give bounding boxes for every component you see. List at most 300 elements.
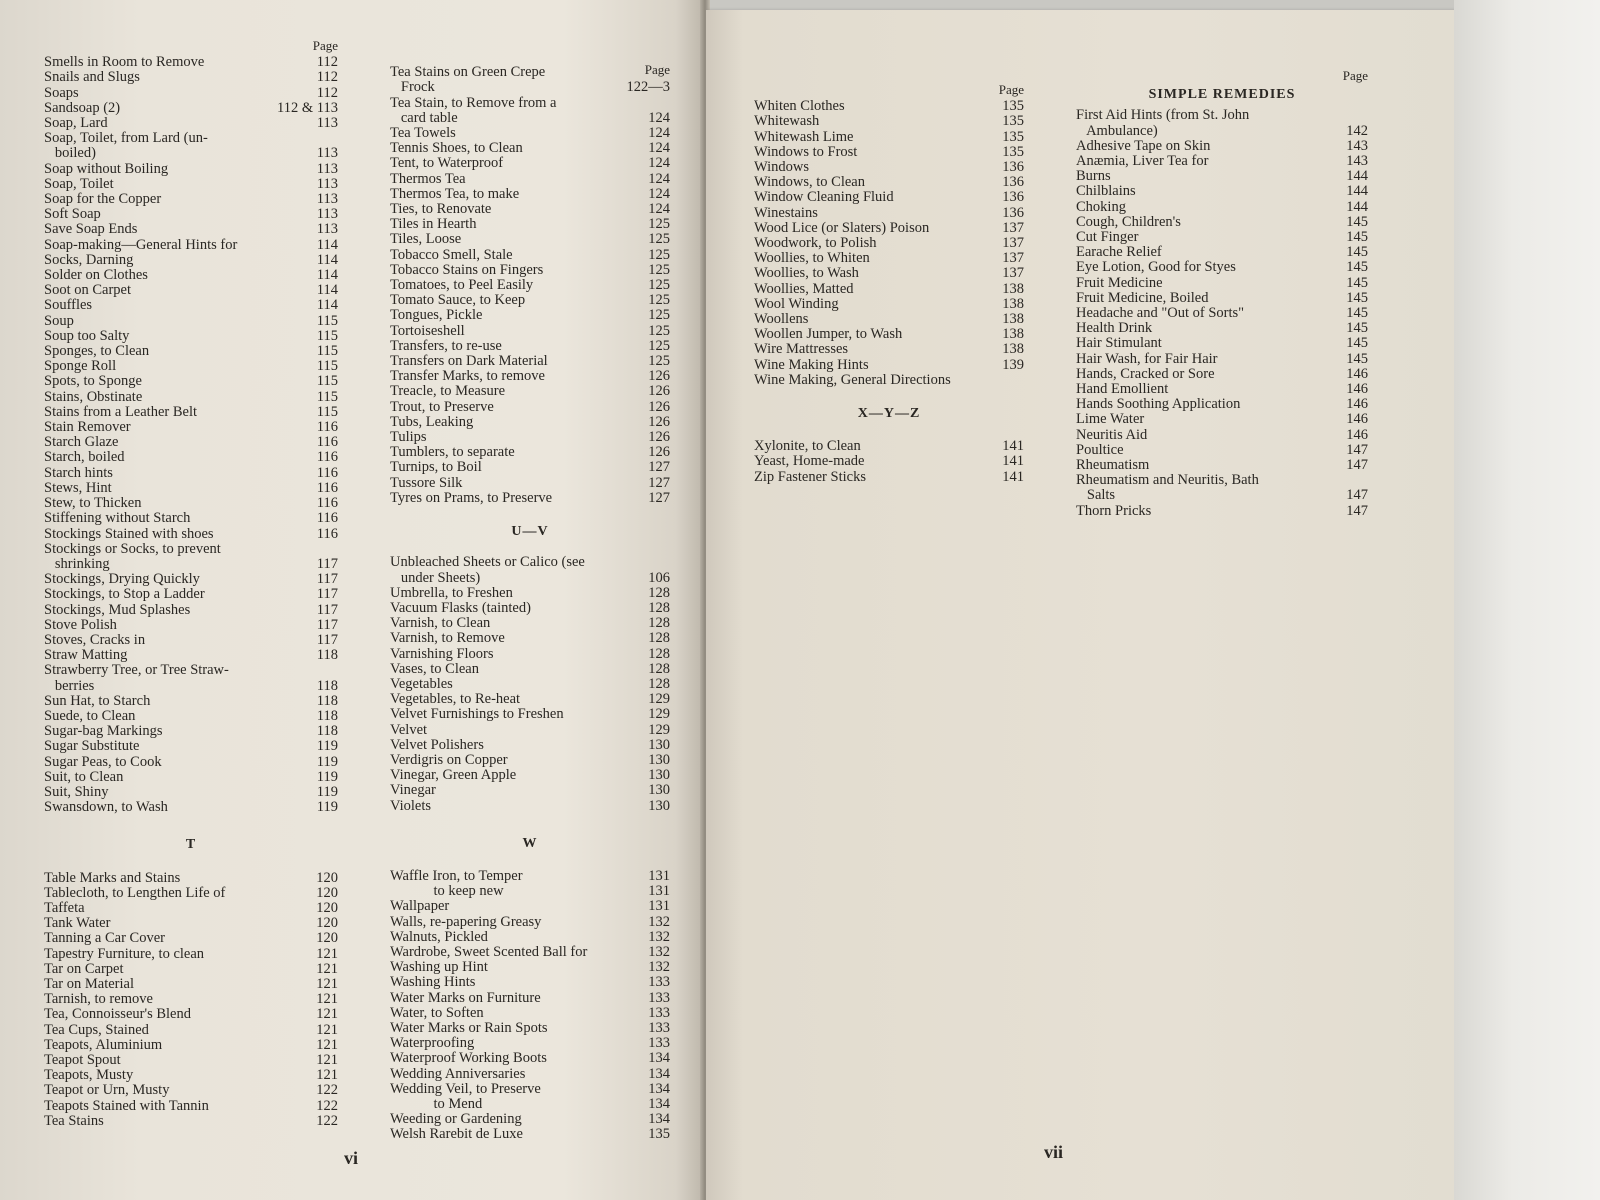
index-entry-title: Suit, Shiny bbox=[44, 784, 109, 800]
index-entry-title: Waterproofing bbox=[390, 1036, 475, 1052]
index-column-1 bbox=[44, 38, 338, 1129]
index-entry bbox=[1076, 336, 1368, 351]
index-entry-title: Tank Water bbox=[44, 916, 111, 932]
index-entry-page: 131 bbox=[648, 884, 670, 900]
index-entry-title: Ambulance) bbox=[1076, 123, 1158, 139]
index-entry-title: Varnish, to Remove bbox=[390, 631, 505, 647]
index-entry-title: Stockings, Mud Splashes bbox=[44, 602, 191, 618]
index-entry bbox=[44, 116, 338, 131]
index-entry-page: 124 bbox=[648, 110, 670, 126]
index-entry-page: 137 bbox=[1002, 220, 1024, 236]
index-entry-page: 128 bbox=[648, 585, 670, 601]
index-entry-title: Umbrella, to Freshen bbox=[390, 585, 513, 601]
index-entry-page: 132 bbox=[648, 960, 670, 976]
index-entry-page: 116 bbox=[316, 450, 338, 466]
index-entry-title: Smells in Room to Remove bbox=[44, 55, 205, 71]
index-entry-title: Weeding or Gardening bbox=[390, 1112, 522, 1128]
index-entry-page: 113 bbox=[316, 207, 338, 223]
index-entry bbox=[44, 977, 338, 992]
index-entry-title: Swansdown, to Wash bbox=[44, 800, 168, 816]
index-entry-title: Thermos Tea bbox=[390, 171, 466, 187]
index-entry-page: 126 bbox=[648, 384, 670, 400]
index-entry-title: Velvet Furnishings to Freshen bbox=[390, 707, 564, 723]
index-entry-page: 130 bbox=[648, 768, 670, 784]
index-entry-page: 115 bbox=[316, 313, 338, 329]
index-entry bbox=[44, 962, 338, 977]
index-entry bbox=[390, 783, 670, 798]
index-entry-page: 113 bbox=[316, 222, 338, 238]
index-entry bbox=[390, 738, 670, 753]
index-entry-page: 132 bbox=[648, 929, 670, 945]
index-entry-page: 145 bbox=[1346, 321, 1368, 337]
index-entry bbox=[44, 931, 338, 946]
index-entry-page: 136 bbox=[1002, 175, 1024, 191]
index-entry-page: 112 bbox=[316, 55, 338, 71]
index-entry bbox=[390, 1067, 670, 1082]
index-entry-title: Tent, to Waterproof bbox=[390, 156, 504, 172]
index-entry-page: 113 bbox=[316, 146, 338, 162]
index-entry-page: 136 bbox=[1002, 205, 1024, 221]
index-entry-page: 106 bbox=[648, 570, 670, 586]
index-entry bbox=[390, 172, 670, 187]
index-entry-page: 121 bbox=[316, 1022, 338, 1038]
index-entry-page: 121 bbox=[316, 946, 338, 962]
index-entry-title: Walnuts, Pickled bbox=[390, 929, 488, 945]
index-entry-page: 122 bbox=[316, 1113, 338, 1129]
index-entry-title: Stews, Hint bbox=[44, 480, 112, 496]
index-entry-page: 144 bbox=[1346, 169, 1368, 185]
index-entry bbox=[390, 339, 670, 354]
index-entry bbox=[1076, 291, 1368, 306]
index-entry-title: Wine Making, General Directions bbox=[754, 372, 951, 388]
index-entry bbox=[1076, 473, 1368, 488]
index-entry-title: Zip Fastener Sticks bbox=[754, 469, 866, 485]
index-entry-page: 128 bbox=[648, 600, 670, 616]
index-entry-page: 113 bbox=[316, 161, 338, 177]
index-entry-page: 118 bbox=[316, 724, 338, 740]
index-entry-page: 124 bbox=[648, 202, 670, 218]
index-entry-page: 136 bbox=[1002, 160, 1024, 176]
index-entry-title: Violets bbox=[390, 798, 432, 814]
index-entry-page: 125 bbox=[648, 262, 670, 278]
index-entry bbox=[754, 236, 1024, 251]
index-entry bbox=[390, 586, 670, 601]
index-entry-title: Tiles, Loose bbox=[390, 232, 462, 248]
index-entry-title: Starch hints bbox=[44, 465, 113, 481]
index-entry-page: 121 bbox=[316, 992, 338, 1008]
index-entry bbox=[44, 511, 338, 526]
index-entry bbox=[44, 527, 338, 542]
index-entry-page: 132 bbox=[648, 914, 670, 930]
index-entry-title: Sandsoap (2) bbox=[44, 100, 121, 116]
index-entry bbox=[754, 221, 1024, 236]
index-entry bbox=[44, 131, 338, 146]
index-entry-title: Suit, to Clean bbox=[44, 769, 124, 785]
index-entry-title: Windows, to Clean bbox=[754, 175, 865, 191]
index-entry bbox=[44, 1068, 338, 1083]
index-entry-page: 119 bbox=[316, 754, 338, 770]
index-entry bbox=[44, 724, 338, 739]
index-entry-title: Soup bbox=[44, 313, 74, 329]
index-entry-page: 130 bbox=[648, 752, 670, 768]
index-entry-page: 129 bbox=[648, 707, 670, 723]
index-entry bbox=[44, 785, 338, 800]
index-entry-title: Transfers, to re-use bbox=[390, 338, 502, 354]
index-entry bbox=[390, 601, 670, 616]
index-entry-title: Fruit Medicine bbox=[1076, 275, 1163, 291]
index-entry-title: Stockings or Socks, to prevent bbox=[44, 541, 221, 557]
index-entry-page: 138 bbox=[1002, 312, 1024, 328]
index-entry-title: Tanning a Car Cover bbox=[44, 931, 165, 947]
index-entry-title: Woollen Jumper, to Wash bbox=[754, 327, 903, 343]
index-entry-title: Velvet Polishers bbox=[390, 737, 484, 753]
index-entry-page: 134 bbox=[648, 1097, 670, 1112]
index-entry-title: Wardrobe, Sweet Scented Ball for bbox=[390, 944, 588, 960]
index-entry-page: 145 bbox=[1346, 290, 1368, 306]
index-entry-page: 125 bbox=[648, 323, 670, 339]
index-entry-page: 125 bbox=[648, 278, 670, 294]
index-entry-title: Wood Lice (or Slaters) Poison bbox=[754, 220, 930, 236]
index-entry bbox=[390, 369, 670, 384]
index-entry-title: Vinegar bbox=[390, 783, 436, 799]
index-entry-page: 117 bbox=[316, 556, 338, 572]
page-number-left: vi bbox=[344, 1148, 359, 1168]
index-entry-page: 120 bbox=[316, 870, 338, 886]
index-entry-page: 134 bbox=[648, 1112, 670, 1128]
index-entry-title: Wedding Anniversaries bbox=[390, 1066, 526, 1082]
index-entry-title: Vacuum Flasks (tainted) bbox=[390, 600, 531, 616]
index-entry-page: 128 bbox=[648, 616, 670, 632]
index-entry bbox=[390, 991, 670, 1006]
index-entry-title: Hair Wash, for Fair Hair bbox=[1076, 351, 1218, 367]
index-entry bbox=[390, 217, 670, 232]
index-entry bbox=[390, 96, 670, 111]
index-entry-page: 120 bbox=[316, 900, 338, 916]
index-entry bbox=[390, 677, 670, 692]
index-entry-page: 121 bbox=[316, 1068, 338, 1084]
section-heading-t: T bbox=[185, 837, 197, 853]
index-entry-title: Woollies, to Whiten bbox=[754, 251, 870, 267]
index-entry bbox=[44, 298, 338, 313]
index-entry bbox=[390, 884, 670, 899]
index-entry bbox=[44, 435, 338, 450]
index-entry bbox=[44, 572, 338, 587]
index-entry-title: Teapots, Musty bbox=[44, 1068, 134, 1084]
index-entry-title: Tortoiseshell bbox=[390, 323, 465, 339]
index-entry bbox=[754, 454, 1024, 469]
index-entry-page: 138 bbox=[1002, 342, 1024, 358]
index-entry-title: Stockings, to Stop a Ladder bbox=[44, 587, 205, 603]
index-entry-page: 115 bbox=[316, 374, 338, 390]
index-entry-page: 141 bbox=[1002, 439, 1024, 455]
index-entry bbox=[754, 470, 1024, 485]
section-heading-simple-remedies: SIMPLE REMEDIES bbox=[1148, 87, 1296, 103]
index-entry-title: Poultice bbox=[1076, 442, 1124, 458]
index-entry-page: 124 bbox=[648, 171, 670, 187]
index-entry-page: 146 bbox=[1346, 366, 1368, 382]
index-entry bbox=[390, 799, 670, 814]
index-entry bbox=[1076, 200, 1368, 215]
page-column-header: Page bbox=[998, 82, 1024, 97]
index-entry-title: Window Cleaning Fluid bbox=[754, 190, 894, 206]
index-entry bbox=[44, 192, 338, 207]
index-entry-title: Soap, Lard bbox=[44, 116, 108, 132]
index-entry-page: 124 bbox=[648, 186, 670, 202]
index-entry bbox=[44, 420, 338, 435]
index-entry bbox=[390, 631, 670, 646]
index-entry bbox=[390, 930, 670, 945]
index-entry-title: Washing Hints bbox=[390, 975, 476, 991]
index-entry-page: 119 bbox=[316, 769, 338, 785]
index-entry bbox=[1076, 488, 1368, 503]
index-entry bbox=[1076, 230, 1368, 245]
index-entry bbox=[390, 80, 670, 95]
index-entry-page: 130 bbox=[648, 783, 670, 799]
index-entry bbox=[390, 202, 670, 217]
index-entry bbox=[1076, 458, 1368, 473]
index-entry bbox=[390, 491, 670, 506]
index-entry-title: to keep new bbox=[390, 884, 504, 900]
index-entry-title: Tomato Sauce, to Keep bbox=[390, 293, 526, 309]
index-entry bbox=[44, 679, 338, 694]
index-entry-title: Cut Finger bbox=[1076, 230, 1139, 246]
index-entry-title: Stains from a Leather Belt bbox=[44, 404, 198, 420]
index-entry bbox=[44, 871, 338, 886]
index-entry-title: Stove Polish bbox=[44, 617, 117, 633]
index-entry-title: Tobacco Stains on Fingers bbox=[390, 262, 544, 278]
index-entry bbox=[390, 662, 670, 677]
index-entry bbox=[390, 899, 670, 914]
index-entry bbox=[1076, 124, 1368, 139]
index-entry bbox=[390, 1051, 670, 1066]
index-entry-page: 116 bbox=[316, 435, 338, 451]
index-entry-page: 115 bbox=[316, 344, 338, 360]
index-entry bbox=[390, 141, 670, 156]
index-entry-page: 126 bbox=[648, 445, 670, 461]
index-entry-page: 146 bbox=[1346, 397, 1368, 413]
index-entry-page: 116 bbox=[316, 420, 338, 436]
index-entry-title: Tennis Shoes, to Clean bbox=[390, 141, 523, 157]
index-entry-page: 147 bbox=[1346, 503, 1368, 519]
index-entry-page: 117 bbox=[316, 617, 338, 633]
index-entry-title: Stoves, Cracks in bbox=[44, 632, 146, 648]
index-entry-title: Straw Matting bbox=[44, 648, 128, 664]
index-entry-page: 133 bbox=[648, 1036, 670, 1052]
index-entry-page: 121 bbox=[316, 1007, 338, 1023]
index-entry-title: Yeast, Home-made bbox=[754, 454, 865, 470]
index-entry-page: 128 bbox=[648, 631, 670, 647]
index-entry-title: Woollies, Matted bbox=[754, 281, 854, 297]
index-entry-title: Transfers on Dark Material bbox=[390, 354, 548, 370]
index-entry bbox=[390, 707, 670, 722]
index-entry-page: 130 bbox=[648, 798, 670, 814]
index-entry-title: berries bbox=[44, 678, 95, 694]
index-entry-page: 145 bbox=[1346, 336, 1368, 352]
index-entry bbox=[390, 571, 670, 586]
index-entry-page: 135 bbox=[1002, 99, 1024, 115]
index-entry bbox=[44, 542, 338, 557]
index-entry-title: Welsh Rarebit de Luxe bbox=[390, 1127, 523, 1143]
index-entry bbox=[390, 248, 670, 263]
index-entry-title: Thermos Tea, to make bbox=[390, 186, 520, 202]
index-entry-page: 139 bbox=[1002, 357, 1024, 373]
index-entry-title: Anæmia, Liver Tea for bbox=[1076, 154, 1209, 170]
index-entry-page: 145 bbox=[1346, 306, 1368, 322]
index-entry bbox=[754, 297, 1024, 312]
index-entry bbox=[390, 430, 670, 445]
index-entry bbox=[44, 663, 338, 678]
index-entry-page: 129 bbox=[648, 722, 670, 738]
index-entry bbox=[44, 86, 338, 101]
index-entry bbox=[44, 481, 338, 496]
index-entry-page: 118 bbox=[316, 648, 338, 664]
index-entry bbox=[754, 206, 1024, 221]
left-page bbox=[0, 0, 704, 1200]
index-entry bbox=[1076, 245, 1368, 260]
index-entry-title: Tussore Silk bbox=[390, 475, 463, 491]
index-entry-page: 145 bbox=[1346, 230, 1368, 246]
index-entry-title: Tea Towels bbox=[390, 126, 456, 142]
index-entry-page: 134 bbox=[648, 1066, 670, 1082]
index-entry bbox=[44, 283, 338, 298]
index-entry-title: Table Marks and Stains bbox=[44, 870, 181, 886]
index-entry-title: Vegetables bbox=[390, 676, 453, 692]
index-entry-title: Varnish, to Clean bbox=[390, 616, 491, 632]
index-entry-page: 114 bbox=[316, 283, 338, 299]
index-entry bbox=[390, 1021, 670, 1036]
index-entry-title: under Sheets) bbox=[390, 570, 481, 586]
index-entry bbox=[44, 618, 338, 633]
index-entry-page: 126 bbox=[648, 414, 670, 430]
index-entry-page: 122—3 bbox=[626, 80, 670, 96]
index-entry-title: Stains, Obstinate bbox=[44, 389, 143, 405]
index-entry-title: Teapot Spout bbox=[44, 1053, 121, 1068]
index-entry bbox=[44, 587, 338, 602]
index-entry bbox=[390, 768, 670, 783]
index-entry-page: 143 bbox=[1346, 138, 1368, 154]
index-entry-title: Soap-making—General Hints for bbox=[44, 237, 238, 253]
index-entry bbox=[754, 312, 1024, 327]
index-entry-title: Tablecloth, to Lengthen Life of bbox=[44, 885, 226, 901]
index-entry-title: First Aid Hints (from St. John bbox=[1076, 108, 1250, 124]
index-entry bbox=[754, 175, 1024, 190]
index-entry-title: Water, to Soften bbox=[390, 1005, 484, 1021]
index-entry-title: Chilblains bbox=[1076, 184, 1136, 200]
index-entry-page: 116 bbox=[316, 526, 338, 542]
index-entry bbox=[1076, 306, 1368, 321]
index-entry-page: 146 bbox=[1346, 382, 1368, 398]
index-entry bbox=[1076, 412, 1368, 427]
index-entry bbox=[754, 439, 1024, 454]
index-entry bbox=[390, 126, 670, 141]
index-entry-title: Choking bbox=[1076, 199, 1126, 215]
index-entry bbox=[44, 162, 338, 177]
index-entry-title: Suede, to Clean bbox=[44, 708, 136, 724]
index-entry-page: 113 bbox=[316, 192, 338, 208]
index-entry bbox=[44, 1053, 338, 1068]
page-column-header: Page bbox=[1342, 68, 1368, 83]
index-entry-title: Earache Relief bbox=[1076, 245, 1162, 261]
index-entry-title: Rheumatism and Neuritis, Bath bbox=[1076, 473, 1259, 489]
index-entry-title: Velvet bbox=[390, 722, 428, 738]
index-entry bbox=[44, 238, 338, 253]
index-entry-title: Tea Stain, to Remove from a bbox=[390, 95, 557, 111]
index-entry-title: Wine Making Hints bbox=[754, 357, 869, 373]
index-entry bbox=[1076, 184, 1368, 199]
index-entry-title: Hair Stimulant bbox=[1076, 336, 1162, 352]
index-entry bbox=[44, 359, 338, 374]
index-entry-title: Spots, to Sponge bbox=[44, 374, 142, 390]
index-entry-page: 147 bbox=[1346, 488, 1368, 504]
index-entry bbox=[754, 282, 1024, 297]
index-entry-title: Stockings, Drying Quickly bbox=[44, 572, 200, 588]
index-entry bbox=[44, 709, 338, 724]
index-entry-title: Water Marks on Furniture bbox=[390, 990, 541, 1006]
index-entry-title: Walls, re-papering Greasy bbox=[390, 914, 542, 930]
index-entry-page: 137 bbox=[1002, 236, 1024, 252]
index-entry-title: Salts bbox=[1076, 488, 1116, 504]
section-heading-uv: U—V bbox=[511, 524, 549, 540]
index-entry-page: 144 bbox=[1346, 184, 1368, 200]
index-entry-title: Adhesive Tape on Skin bbox=[1076, 138, 1211, 154]
index-entry bbox=[754, 114, 1024, 129]
index-entry bbox=[44, 557, 338, 572]
index-entry-title: Sugar Substitute bbox=[44, 739, 140, 755]
index-entry bbox=[754, 145, 1024, 160]
index-entry-page: 114 bbox=[316, 237, 338, 253]
index-entry-page: 121 bbox=[316, 1053, 338, 1068]
index-entry bbox=[44, 755, 338, 770]
index-column-4 bbox=[1076, 68, 1368, 519]
section-heading-xyz: X—Y—Z bbox=[857, 406, 921, 422]
index-entry bbox=[390, 692, 670, 707]
index-entry-page: 112 bbox=[316, 85, 338, 101]
index-entry-page: 137 bbox=[1002, 266, 1024, 282]
index-entry-page: 125 bbox=[648, 247, 670, 263]
index-entry bbox=[390, 324, 670, 339]
index-entry-title: Verdigris on Copper bbox=[390, 752, 508, 768]
index-entry bbox=[754, 342, 1024, 357]
index-entry bbox=[754, 130, 1024, 145]
index-entry-title: Wallpaper bbox=[390, 899, 450, 915]
index-entry-page: 121 bbox=[316, 1037, 338, 1053]
index-entry-title: Fruit Medicine, Boiled bbox=[1076, 290, 1209, 306]
index-entry-page: 145 bbox=[1346, 214, 1368, 230]
index-entry-title: Trout, to Preserve bbox=[390, 399, 494, 415]
index-entry-page: 116 bbox=[316, 496, 338, 512]
index-entry-page: 133 bbox=[648, 1020, 670, 1036]
index-entry-title: Tiles in Hearth bbox=[390, 217, 477, 233]
index-entry bbox=[390, 232, 670, 247]
index-entry bbox=[44, 886, 338, 901]
index-entry bbox=[44, 146, 338, 161]
index-entry bbox=[390, 460, 670, 475]
index-entry-page: 121 bbox=[316, 961, 338, 977]
index-entry bbox=[44, 947, 338, 962]
index-entry bbox=[390, 400, 670, 415]
index-entry bbox=[44, 374, 338, 389]
index-entry bbox=[44, 648, 338, 663]
index-entry-page: 141 bbox=[1002, 469, 1024, 485]
index-entry-title: Waterproof Working Boots bbox=[390, 1051, 547, 1067]
index-entry bbox=[44, 101, 338, 116]
page-column-header: Page bbox=[644, 62, 670, 77]
index-entry bbox=[754, 99, 1024, 114]
index-entry bbox=[44, 1038, 338, 1053]
index-entry-title: Tobacco Smell, Stale bbox=[390, 247, 513, 263]
index-entry-page: 147 bbox=[1346, 458, 1368, 474]
index-entry-title: Hands Soothing Application bbox=[1076, 397, 1241, 413]
